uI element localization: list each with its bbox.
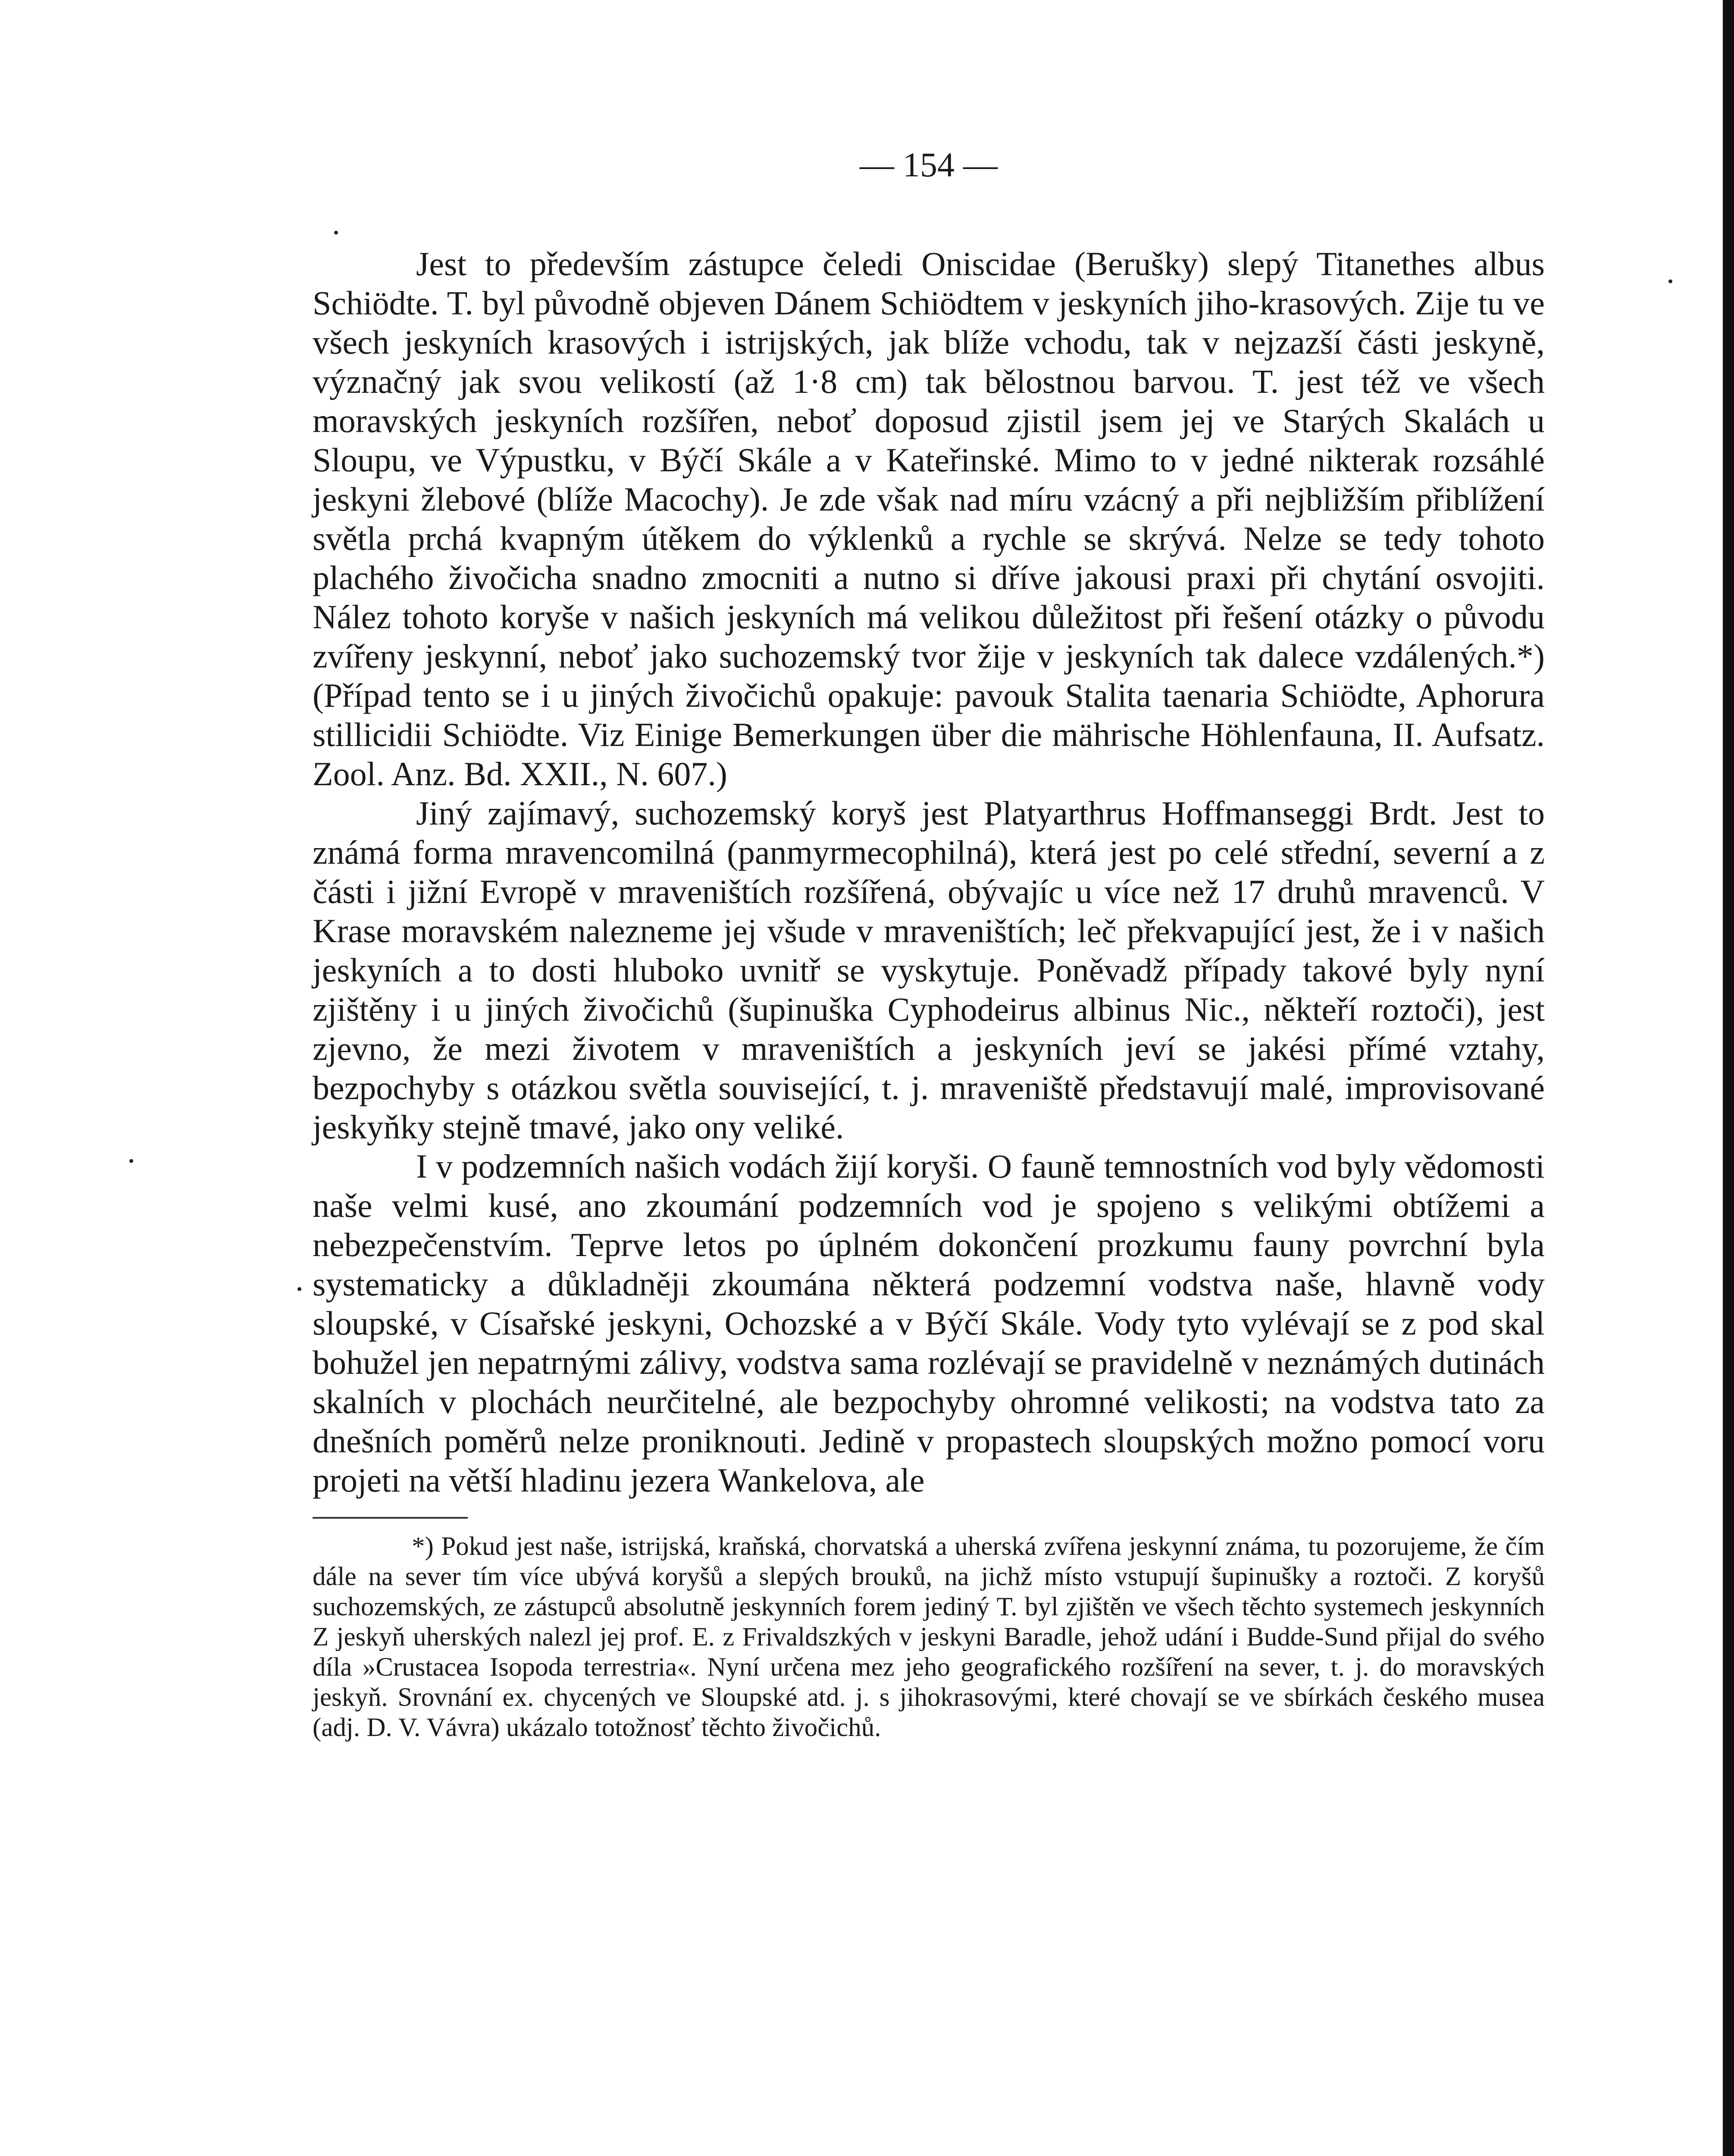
- footnote: [313, 1532, 1545, 1743]
- dust-speck: [129, 1159, 133, 1163]
- scan-edge-right: [1723, 0, 1734, 2156]
- paragraph: I v podzemních našich vodách žijí koryši. O fauně temnostních vod byly vědomosti naše velmi kusé, ano zkoumání podzemních vod je spojeno s velikými obtížemi a nebezpečenstvím. Teprve letos po úplném dokončení prozkumu fauny povrchní byla systematicky a důkladněji zkoumána některá podzemní vodstva naše, hlavně vody sloupské, v Císařské jeskyni, Ochozské a v Býčí Skále. Vody tyto vylévají se z pod skal bohužel jen nepatrnými zálivy, vodstva sama rozlévají se pravidelně v neznámých dutinách skalních v plochách neurčitelné, ale bezpochyby ohromné velikosti; na vodstva tato za dnešních poměrů nelze proniknouti. Jedině v propastech sloupských možno pomocí voru projeti na větší hladinu jezera Wankelova, ale: [313, 1147, 1545, 1499]
- page-number: — 154 —: [860, 146, 998, 184]
- dust-speck: [297, 1287, 301, 1291]
- footnote-rule: [313, 1517, 468, 1519]
- paragraph: Jiný zajímavý, suchozemský koryš jest Platyarthrus Hoffmanseggi Brdt. Jest to známá forma mravencomilná (panmyrmecophilná), která jest po celé střední, severní a z části i jižní Evropě v mraveništích rozšířená, obývajíc u více než 17 druhů mravenců. V Krase moravském nalezneme jej všude v mraveništích; leč překvapující jest, že i v našich jeskyních a to dosti hluboko uvnitř se vyskytuje. Poněvadž případy takové byly nyní zjištěny i u jiných živočichů (šupinuška Cyphodeirus albinus Nic., někteří roztoči), jest zjevno, že mezi životem v mraveništích a jeskyních jeví se jakési přímé vztahy, bezpochyby s otázkou světla související, t. j. mraveniště představují malé, improvisované jeskyňky stejně tmavé, jako ony veliké.: [313, 794, 1545, 1146]
- footnote-text: *) Pokud jest naše, istrijská, kraňská, chorvatská a uherská zvířena jeskynní známa, tu pozorujeme, že čím dále na sever tím více ubývá koryšů a slepých brouků, na jichž místo vstupují šupinušky a roztoči. Z koryšů suchozemských, ze zástupců absolutně jeskynních forem jediný T. byl zjištěn ve všech těchto systemech jeskynních Z jeskyň uherských nalezl jej prof. E. z Frivaldszkých v jeskyni Baradle, jehož udání i Budde-Sund přijal do svého díla »Crustacea Isopoda terrestria«. Nyní určena mez jeho geografického rozšíření na sever, t. j. do moravských jeskyň. Srovnání ex. chycených ve Sloupské atd. j. s jihokrasovými, které chovají se ve sbírkách českého musea (adj. D. V. Vávra) ukázalo totožnosť těchto živočichů.: [313, 1532, 1545, 1742]
- page-content: [313, 144, 1545, 1743]
- body-text: [313, 244, 1545, 1500]
- dust-speck: [1668, 279, 1672, 283]
- paragraph: Jest to především zástupce čeledi Oniscidae (Berušky) slepý Titanethes albus Schiödte. T. byl původně objeven Dánem Schiödtem v jeskyních jiho-krasových. Zije tu ve všech jeskyních krasových i istrijských, jak blíže vchodu, tak v nejzazší části jeskyně, význačný jak svou velikostí (až 1·8 cm) tak bělostnou barvou. T. jest též ve všech moravských jeskyních rozšířen, neboť doposud zjistil jsem jej ve Starých Skalách u Sloupu, ve Výpustku, v Býčí Skále a v Kateřinské. Mimo to v jedné nikterak rozsáhlé jeskyni žlebové (blíže Macochy). Je zde však nad míru vzácný a při nejbližším přiblížení světla prchá kvapným útěkem do výklenků a rychle se skrývá. Nelze se tedy tohoto plachého živočicha snadno zmocniti a nutno si dříve jakousi praxi při chytání osvojiti. Nález tohoto koryše v našich jeskyních má velikou důležitost při řešení otázky o původu zvířeny jeskynní, neboť jako suchozemský tvor žije v jeskyních tak dalece vzdálených.*) (Případ tento se i u jiných živočichů opakuje: pavouk Stalita taenaria Schiödte, Aphorura stillicidii Schiödte. Viz Einige Bemerkungen über die mährische Höhlenfauna, II. Aufsatz. Zool. Anz. Bd. XXII., N. 607.): [313, 245, 1545, 793]
